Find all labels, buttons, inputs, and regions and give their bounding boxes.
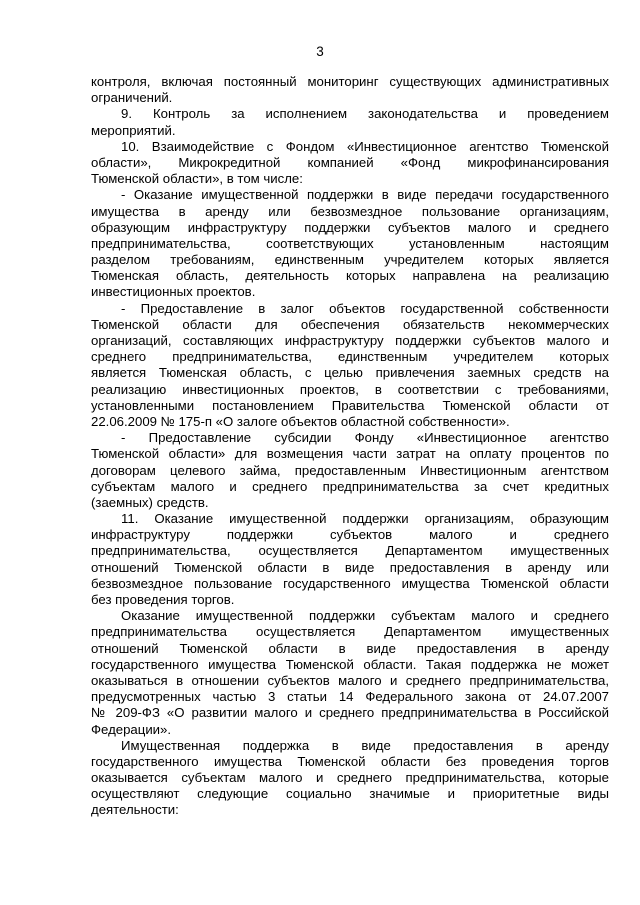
text-line: Тюменской области», в том числе: — [91, 171, 303, 187]
text-line: - Предоставление субсидии Фонду «Инвестиционное агентство — [121, 430, 609, 446]
text-line: инфраструктуру поддержки субъектов малого и среднего — [91, 527, 609, 543]
text-line: субъектам малого и среднего предпринимательства за счет кредитных — [91, 478, 609, 494]
text-line: оказываться в отношении субъектов малого и среднего предпринимательства, — [91, 672, 609, 688]
text-line: Имущественная поддержка в виде предоставления в аренду — [121, 737, 609, 753]
text-line: 10. Взаимодействие с Фондом «Инвестиционное агентство Тюменской — [121, 138, 609, 154]
page-number: 3 — [316, 44, 324, 59]
text-line: предусмотренных частью 3 статьи 14 Федерального закона от 24.07.2007 — [91, 689, 609, 705]
text-line: Федерации». — [91, 721, 172, 737]
document-body — [91, 74, 609, 819]
text-line: государственного имущества Тюменской области. Такая поддержка не может — [91, 656, 609, 672]
text-line: деятельности: — [91, 802, 179, 818]
text-line: Оказание имущественной поддержки субъектам малого и среднего — [121, 608, 609, 624]
text-line: образующим инфраструктуру поддержки субъектов малого и среднего — [91, 219, 609, 235]
text-line: 9. Контроль за исполнением законодательства и проведением — [121, 106, 609, 122]
text-line: Тюменская область, деятельность которых направлена на реализацию — [91, 268, 609, 284]
text-line: разделом требованиям, единственным учредителем которых является — [91, 252, 609, 268]
text-line: области», Микрокредитной компанией «Фонд микрофинансирования — [91, 154, 609, 170]
text-line: инвестиционных проектов. — [91, 284, 256, 300]
text-line: - Оказание имущественной поддержки в виде передачи государственного — [121, 187, 609, 203]
text-line: без проведения торгов. — [91, 592, 235, 607]
text-line: (заемных) средств. — [91, 494, 209, 510]
text-line: Тюменской области» для возмещения части затрат на оплату процентов по — [91, 446, 609, 462]
text-line: отношений Тюменской области в виде предоставления в аренду или — [91, 559, 609, 575]
text-line: предпринимательства, осуществляется Департаментом имущественных — [91, 543, 609, 559]
text-line: договорам целевого займа, предоставленным Инвестиционным агентством — [91, 462, 609, 478]
text-line: оказывается субъектам малого и среднего предпринимательства, которые — [91, 770, 609, 786]
text-line: предпринимательства, соответствующих установленным настоящим — [91, 235, 609, 251]
text-line: отношений Тюменской области в виде предоставления в аренду — [91, 640, 609, 656]
text-line: среднего предпринимательства, единственным учредителем которых — [91, 349, 609, 365]
text-line: 11. Оказание имущественной поддержки организациям, образующим — [121, 511, 609, 527]
text-line: - Предоставление в залог объектов государственной собственности — [121, 300, 609, 316]
text-line: организаций, составляющих инфраструктуру поддержки субъектов малого и — [91, 333, 609, 348]
text-line: мероприятий. — [91, 122, 176, 138]
text-line: Тюменской области для обеспечения обязательств некоммерческих — [91, 316, 609, 332]
text-line: имущества в аренду или безвозмездное пользование организациям, — [91, 203, 609, 219]
text-line: безвозмездное пользование государственного имущества Тюменской области — [91, 575, 609, 591]
text-line: реализацию инвестиционных проектов, в соответствии с требованиями, — [91, 381, 609, 397]
text-line: предпринимательства осуществляется Департаментом имущественных — [91, 624, 609, 640]
text-line: 22.06.2009 № 175-п «О залоге объектов областной собственности». — [91, 413, 510, 429]
text-line: является Тюменская область, с целью привлечения заемных средств на — [91, 365, 609, 381]
text-line: установленными постановлением Правительства Тюменской области от — [91, 397, 609, 413]
text-line: ограничений. — [91, 90, 173, 106]
text-line: осуществляют следующие социально значимые и приоритетные виды — [91, 786, 609, 802]
text-line: государственного имущества Тюменской области без проведения торгов — [91, 753, 609, 769]
text-line: № 209-ФЗ «О развитии малого и среднего предпринимательства в Российской — [91, 705, 609, 721]
text-line: контроля, включая постоянный мониторинг существующих административных — [91, 74, 609, 89]
